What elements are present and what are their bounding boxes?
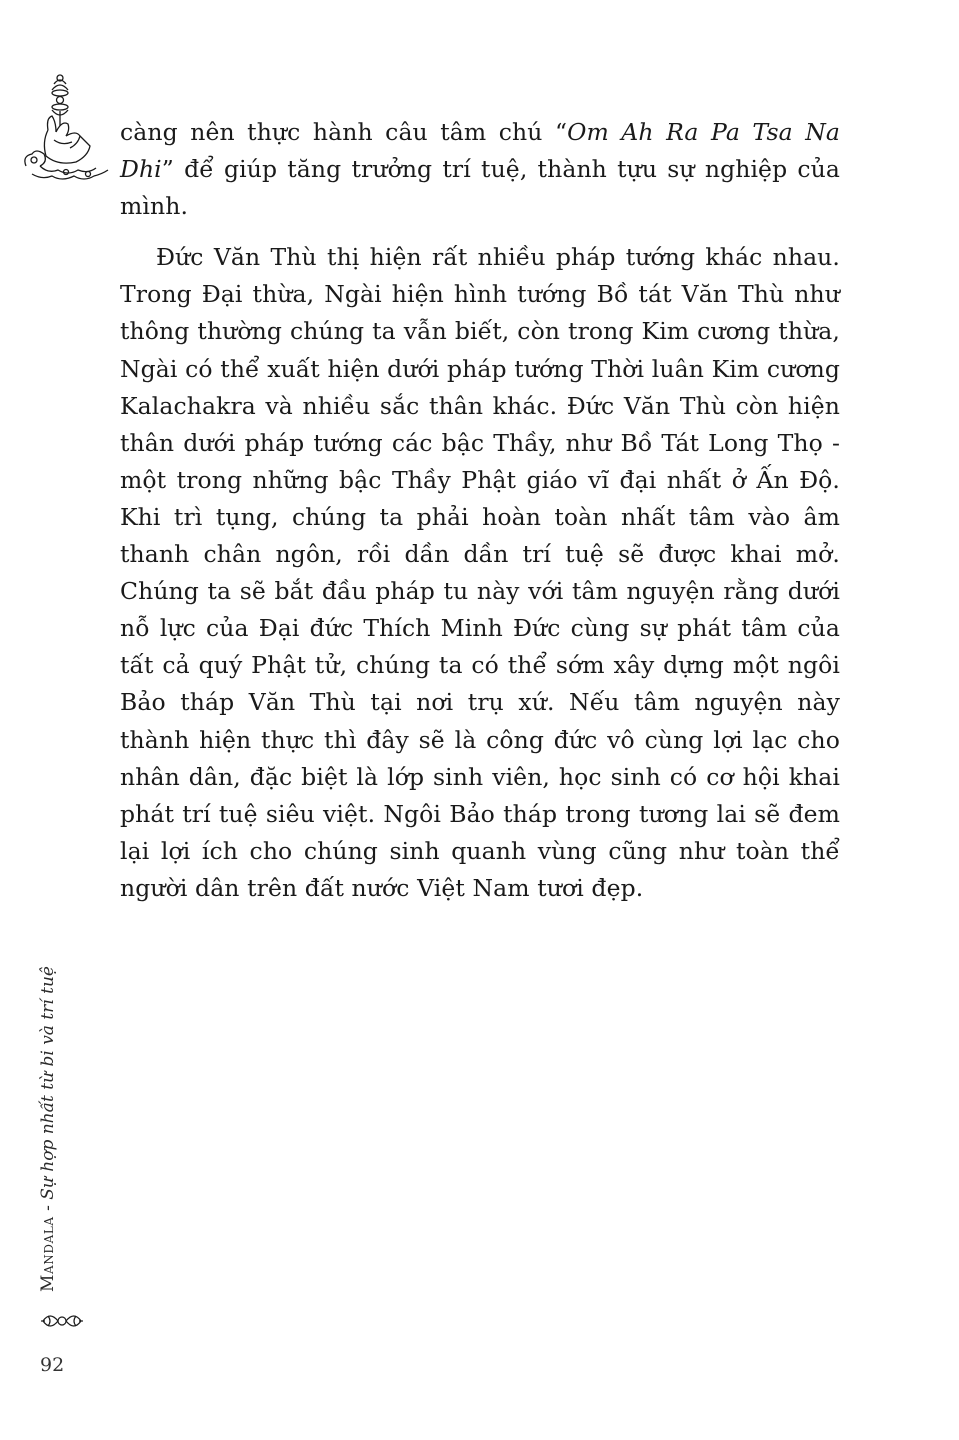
body-text [120, 114, 840, 907]
page-number: 92 [40, 1354, 65, 1376]
paragraph-1-lead: càng nên thực hành câu tâm chú “ [120, 118, 568, 146]
mantra-text: Om Ah Ra Pa Tsa Na Dhi [120, 118, 840, 184]
book-subtitle: Sự hợp nhất từ bi và trí tuệ [38, 966, 58, 1200]
vajra-ornament-icon [40, 1306, 84, 1336]
running-head [38, 952, 64, 1292]
paragraph-1 [120, 114, 840, 225]
running-head-separator: - [38, 1199, 58, 1217]
paragraph-2: Đức Văn Thù thị hiện rất nhiều pháp tướng khác nhau. Trong Đại thừa, Ngài hiện hình tướng Bồ tát Văn Thù như thông thường chúng ta vẫn biết, còn trong Kim cương thừa, Ngài có thể xuất hiện dưới pháp tướng Thời luân Kim cương Kalachakra và nhiều sắc thân khác. Đức Văn Thù còn hiện thân dưới pháp tướng các bậc Thầy, như Bồ Tát Long Thọ - một trong những bậc Thầy Phật giáo vĩ đại nhất ở Ấn Độ. Khi trì tụng, chúng ta phải hoàn toàn nhất tâm vào âm thanh chân ngôn, rồi dần dần trí tuệ sẽ được khai mở. Chúng ta sẽ bắt đầu pháp tu này với tâm nguyện rằng dưới nỗ lực của Đại đức Thích Minh Đức cùng sự phát tâm của tất cả quý Phật tử, chúng ta có thể sớm xây dựng một ngôi Bảo tháp Văn Thù tại nơi trụ xứ. Nếu tâm nguyện này thành hiện thực thì đây sẽ là công đức vô cùng lợi lạc cho nhân dân, đặc biệt là lớp sinh viên, học sinh có cơ hội khai phát trí tuệ siêu việt. Ngôi Bảo tháp trong tương lai sẽ đem lại lợi ích cho chúng sinh quanh vùng cũng như toàn thể người dân trên đất nước Việt Nam tươi đẹp. [120, 243, 840, 902]
vajra-hand-ornament-icon [18, 70, 118, 185]
book-title: Mandala [38, 1216, 58, 1292]
paragraph-1-tail: ” để giúp tăng trưởng trí tuệ, thành tựu sự nghiệp của mình. [120, 155, 840, 221]
